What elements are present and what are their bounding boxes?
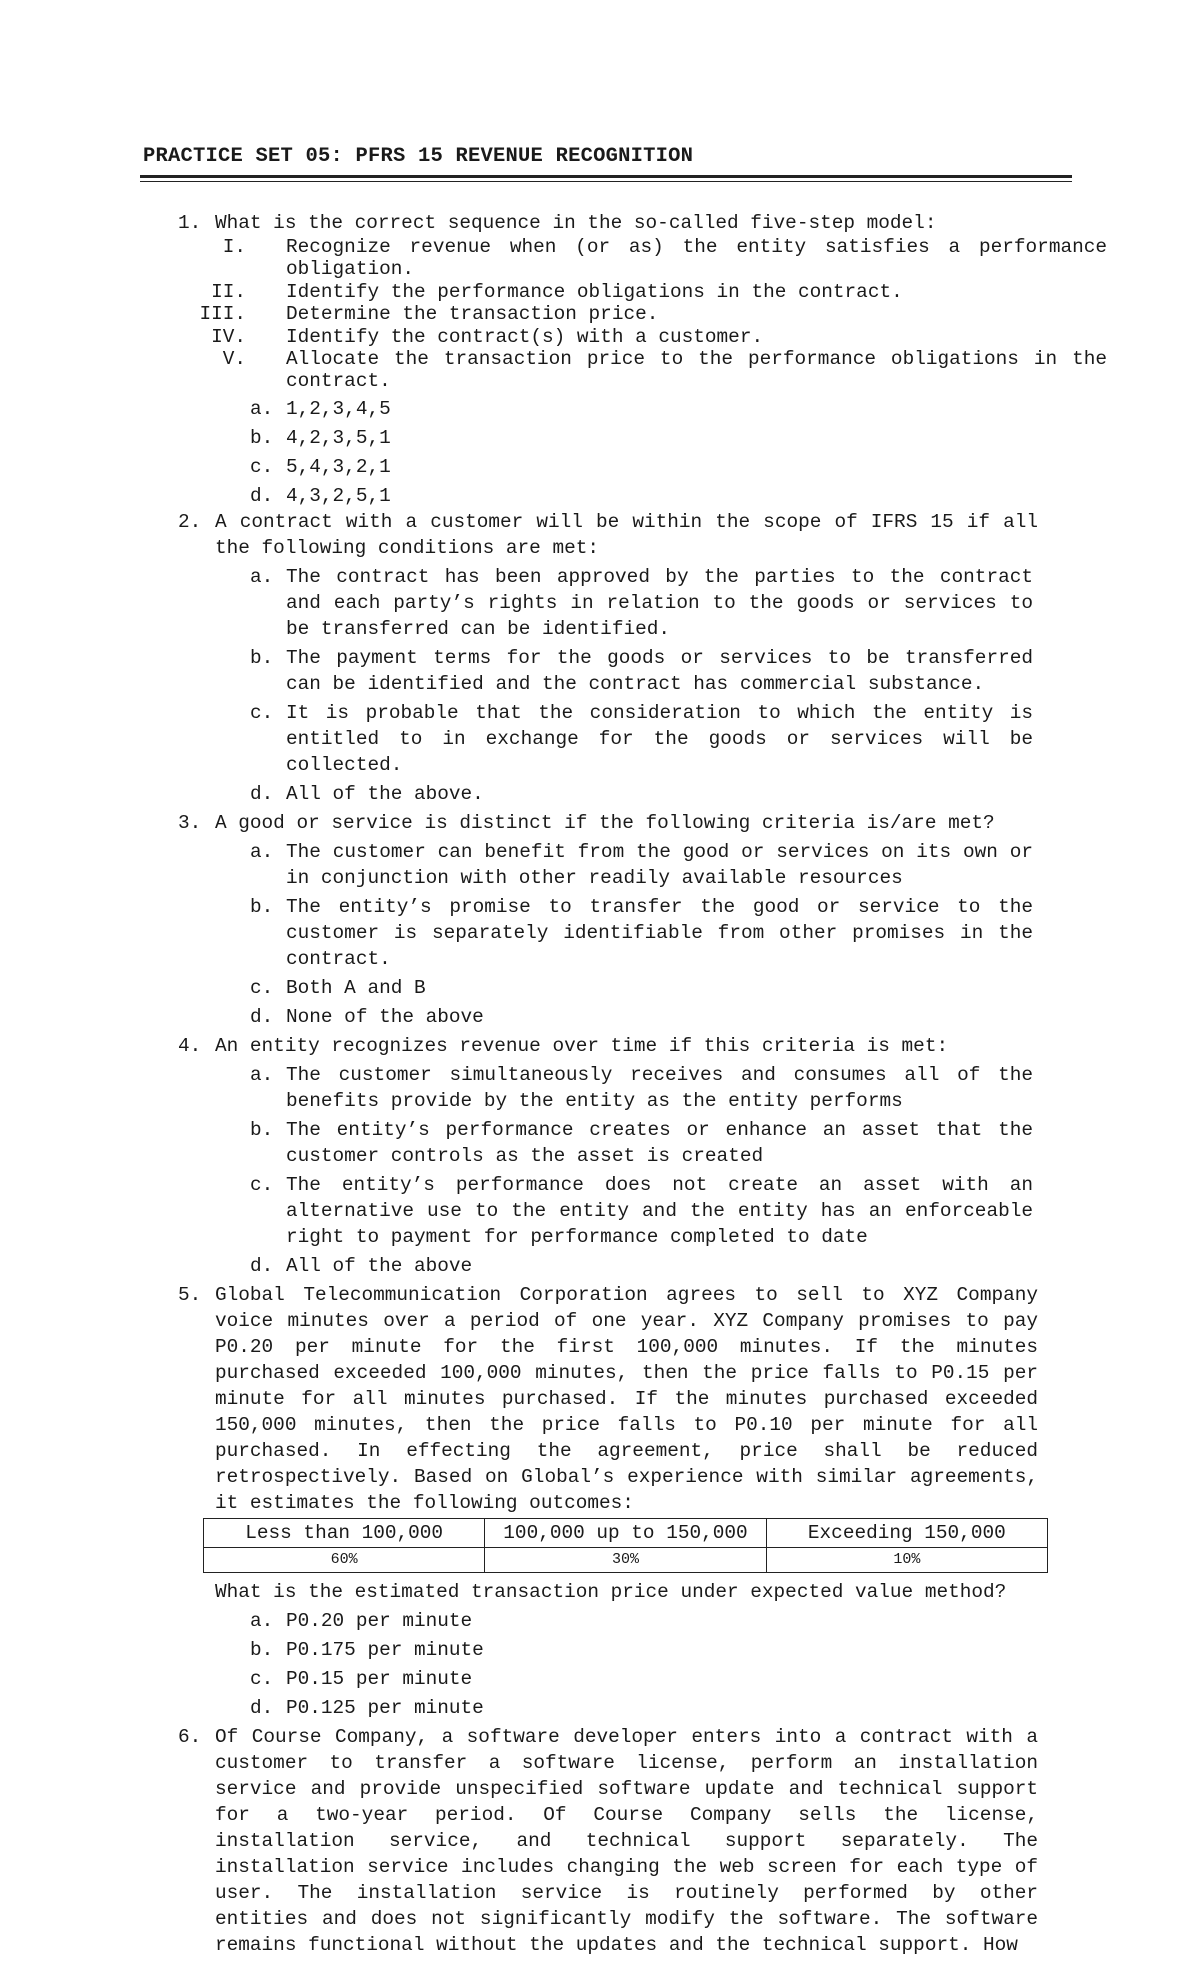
- step-item: [0, 303, 1107, 325]
- option-item: [0, 1666, 1033, 1692]
- step-number: I.: [222, 236, 246, 258]
- question-number: 2.: [178, 510, 202, 533]
- step-number: II.: [211, 280, 246, 303]
- option-text: P0.15 per minute: [286, 1667, 473, 1690]
- step-text: Identify the contract(s) with a customer.: [286, 325, 764, 348]
- step-text: Recognize revenue when (or as) the entity satisfies a performance obligation.: [286, 236, 1107, 281]
- option-text: 5,4,3,2,1: [286, 455, 391, 478]
- step-item: [0, 326, 1107, 348]
- question-prompt: What is the estimated transaction price under expected value method?: [215, 1580, 1007, 1603]
- option-item: [0, 1004, 1033, 1030]
- question-text: Of Course Company, a software developer enters into a contract with a customer to transfer a software license, perform an installation service and provide unspecified software update and technical support for a two-year period. Of Course Company sells the license, installation service, and technical support separately. The installation service includes changing the web screen for each type of user. The installation service is routinely performed by other entities and does not significantly modify the software. The software remains functional without the updates and the technical support. How: [215, 1725, 1038, 1956]
- option-text: P0.125 per minute: [286, 1696, 484, 1719]
- page-title: PRACTICE SET 05: PFRS 15 REVENUE RECOGNITION: [143, 145, 694, 168]
- option-item: [0, 781, 1033, 807]
- table-cell: 10%: [766, 1547, 1047, 1572]
- step-text: Identify the performance obligations in the contract.: [286, 280, 903, 303]
- step-item: [0, 348, 1107, 393]
- step-number: IV.: [211, 325, 246, 348]
- outcome-table: [203, 1518, 1048, 1573]
- option-item: [0, 839, 1033, 891]
- option-text: Both A and B: [286, 976, 426, 999]
- question-number: 4.: [178, 1034, 202, 1057]
- option-item: [0, 700, 1033, 778]
- title-rule-thick: [140, 175, 1072, 178]
- option-text: P0.20 per minute: [286, 1609, 473, 1632]
- option-label: b.: [250, 895, 274, 918]
- option-label: c.: [250, 1173, 274, 1196]
- option-item: [0, 1608, 1033, 1634]
- option-label: d.: [250, 1254, 274, 1277]
- question-number: 3.: [178, 811, 202, 834]
- question-2: [0, 509, 1038, 561]
- question-text: Global Telecommunication Corporation agrees to sell to XYZ Company voice minutes over a period of one year. XYZ Company promises to pay P0.20 per minute for the first 100,000 minutes. If the minutes purchased exceeded 100,000 minutes, then the price falls to P0.15 per minute for all minutes purchased. If the minutes purchased exceeded 150,000 minutes, then the price falls to P0.10 per minute for all purchased. In effecting the agreement, price shall be reduced retrospectively. Based on Global’s experience with similar agreements, it estimates the following outcomes:: [215, 1283, 1038, 1514]
- option-label: a.: [250, 565, 274, 588]
- question-6: [0, 1724, 1038, 1958]
- step-item: [0, 281, 1107, 303]
- question-5: [0, 1282, 1038, 1516]
- option-label: b.: [250, 646, 274, 669]
- option-label: b.: [250, 1638, 274, 1661]
- option-label: a.: [250, 1063, 274, 1086]
- option-text: The entity’s promise to transfer the good or service to the customer is separately identifiable from other promises in the contract.: [286, 895, 1033, 970]
- option-item: [0, 1172, 1033, 1250]
- step-text: Determine the transaction price.: [286, 303, 659, 326]
- question-number: 5.: [178, 1283, 202, 1306]
- step-item: [0, 236, 1107, 281]
- option-label: b.: [250, 426, 274, 449]
- question-text: A contract with a customer will be within the scope of IFRS 15 if all the following conditions are met:: [215, 510, 1038, 559]
- option-item: [0, 1253, 1033, 1279]
- option-text: 1,2,3,4,5: [286, 397, 391, 420]
- option-text: 4,3,2,5,1: [286, 484, 391, 507]
- option-item: [0, 1695, 1033, 1721]
- option-item: [0, 1117, 1033, 1169]
- table-cell: Less than 100,000: [204, 1518, 485, 1547]
- step-number: III.: [199, 303, 246, 326]
- question-3: [0, 810, 1038, 836]
- table-cell: 100,000 up to 150,000: [485, 1518, 766, 1547]
- option-label: a.: [250, 840, 274, 863]
- option-item: [0, 483, 1033, 509]
- question-text: A good or service is distinct if the following criteria is/are met?: [215, 811, 995, 834]
- option-label: d.: [250, 1005, 274, 1028]
- option-label: b.: [250, 1118, 274, 1141]
- option-label: d.: [250, 484, 274, 507]
- question-text: An entity recognizes revenue over time if this criteria is met:: [215, 1034, 949, 1057]
- title-rule-thin: [140, 181, 1072, 182]
- questions: [0, 210, 1200, 1958]
- question-4: [0, 1033, 1038, 1059]
- option-text: All of the above: [286, 1254, 473, 1277]
- option-label: a.: [250, 397, 274, 420]
- question-text: What is the correct sequence in the so-called five-step model:: [215, 212, 937, 234]
- option-label: a.: [250, 1609, 274, 1632]
- table-header-row: [204, 1518, 1048, 1547]
- option-label: d.: [250, 782, 274, 805]
- option-text: The contract has been approved by the parties to the contract and each party’s rights in relation to the goods or services to be transferred can be identified.: [286, 565, 1033, 640]
- option-text: None of the above: [286, 1005, 484, 1028]
- question-1: [0, 210, 1038, 236]
- option-label: c.: [250, 455, 274, 478]
- option-text: 4,2,3,5,1: [286, 426, 391, 449]
- option-text: The entity’s performance does not create an asset with an alternative use to the entity and the entity has an enforceable right to payment for performance completed to date: [286, 1173, 1033, 1248]
- option-label: c.: [250, 701, 274, 724]
- option-text: The customer can benefit from the good or services on its own or in conjunction with other readily available resources: [286, 840, 1033, 889]
- table-row: [204, 1547, 1048, 1572]
- table-cell: Exceeding 150,000: [766, 1518, 1047, 1547]
- table-cell: 30%: [485, 1547, 766, 1572]
- option-item: [0, 396, 1033, 422]
- option-item: [0, 645, 1033, 697]
- step-text: Allocate the transaction price to the performance obligations in the contract.: [286, 348, 1107, 393]
- question-number: 1.: [178, 212, 202, 234]
- option-item: [0, 894, 1033, 972]
- question-number: 6.: [178, 1725, 202, 1748]
- option-text: The payment terms for the goods or services to be transferred can be identified and the contract has commercial substance.: [286, 646, 1033, 695]
- option-item: [0, 1062, 1033, 1114]
- option-item: [0, 425, 1033, 451]
- option-item: [0, 564, 1033, 642]
- option-label: d.: [250, 1696, 274, 1719]
- option-text: P0.175 per minute: [286, 1638, 484, 1661]
- option-label: c.: [250, 976, 274, 999]
- option-item: [0, 975, 1033, 1001]
- option-item: [0, 454, 1033, 480]
- option-text: The entity’s performance creates or enhance an asset that the customer controls as the asset is created: [286, 1118, 1033, 1167]
- option-item: [0, 1637, 1033, 1663]
- option-text: It is probable that the consideration to which the entity is entitled to in exchange for the goods or services will be collected.: [286, 701, 1033, 776]
- option-text: All of the above.: [286, 782, 484, 805]
- step-number: V.: [222, 348, 246, 371]
- option-text: The customer simultaneously receives and consumes all of the benefits provide by the entity as the entity performs: [286, 1063, 1033, 1112]
- table-cell: 60%: [204, 1547, 485, 1572]
- option-label: c.: [250, 1667, 274, 1690]
